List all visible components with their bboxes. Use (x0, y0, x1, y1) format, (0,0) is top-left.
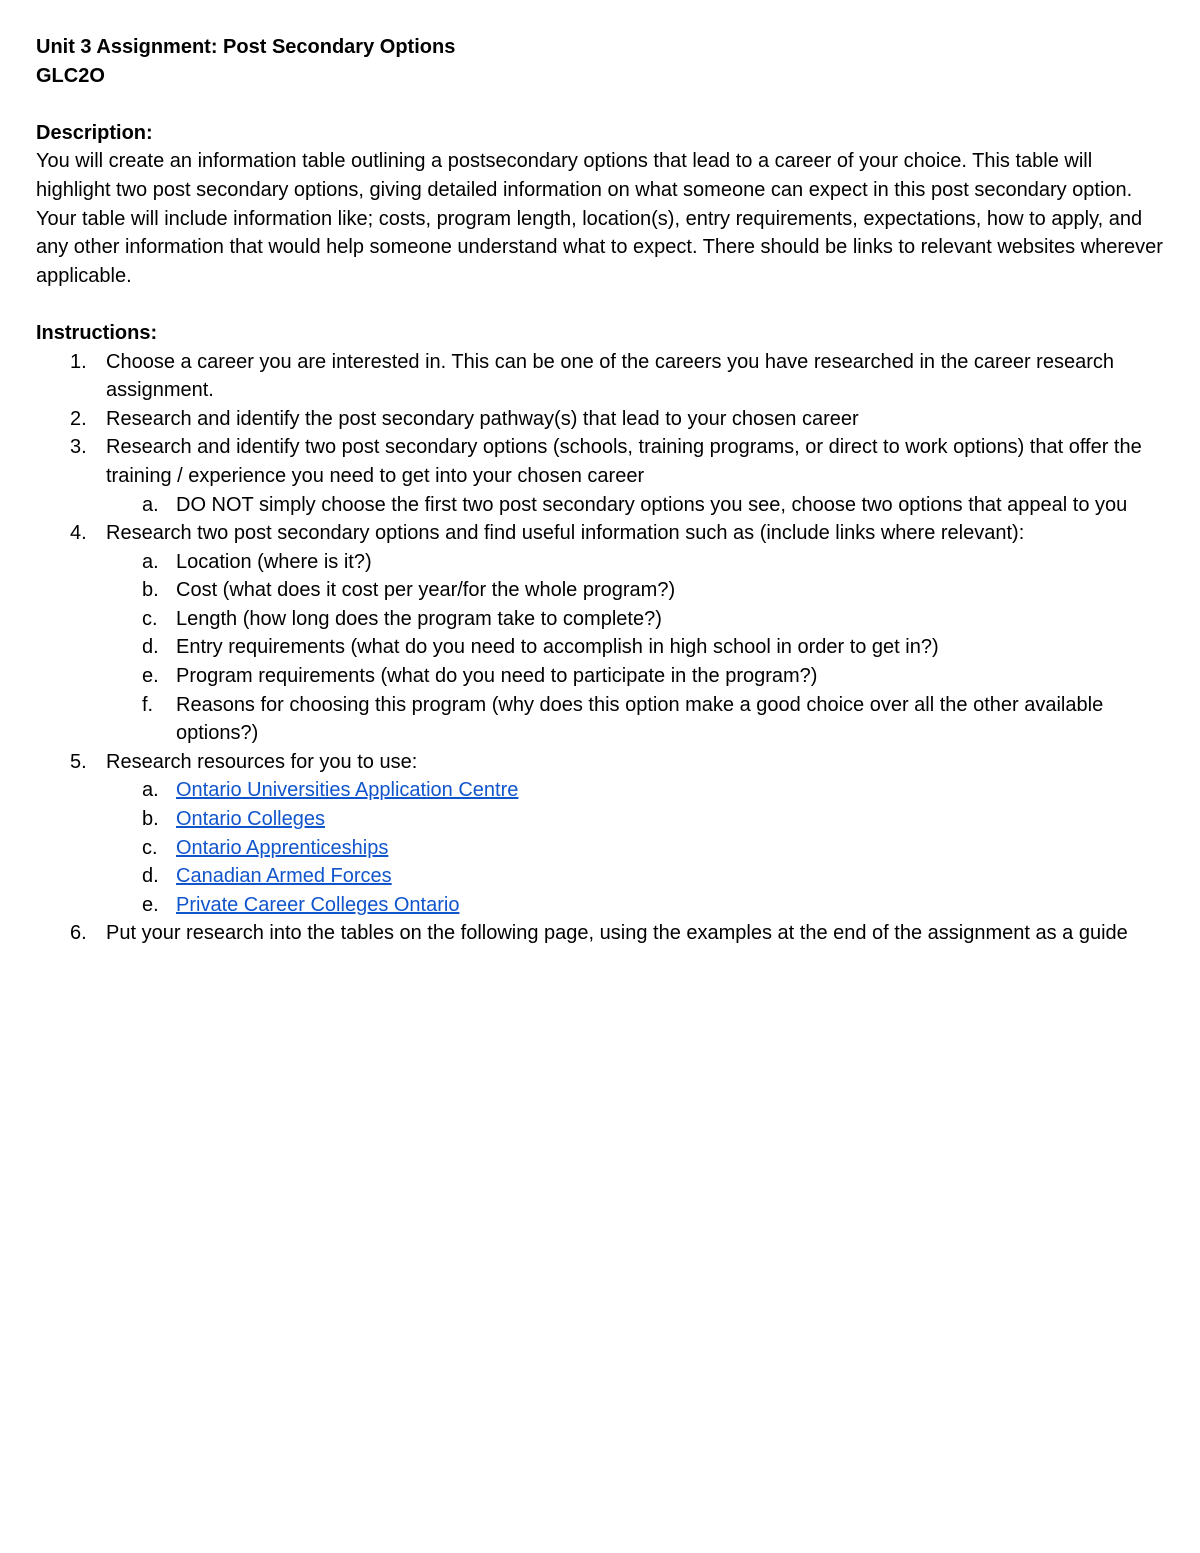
list-letter: d. (142, 865, 159, 888)
sub-item (106, 691, 1166, 748)
instruction-item-3 (36, 433, 1166, 519)
resource-item (106, 862, 1166, 891)
spacer (36, 290, 1166, 319)
resource-item (106, 891, 1166, 920)
instruction-sublist (106, 548, 1166, 748)
sub-item (106, 548, 1166, 577)
list-letter: a. (142, 779, 159, 802)
list-letter: b. (142, 808, 159, 831)
sub-item (106, 633, 1166, 662)
list-letter: b. (142, 579, 159, 602)
instruction-text: Research and identify two post secondary options (schools, training programs, or direct to work options) that offer the training / experience you need to get into your chosen career (106, 436, 1142, 487)
list-number: 6. (70, 922, 87, 945)
list-number: 3. (70, 436, 87, 459)
instructions-list (36, 348, 1166, 948)
list-letter: a. (142, 550, 159, 573)
instruction-text: Choose a career you are interested in. This can be one of the careers you have researched in the career research assignment. (106, 350, 1114, 402)
description-heading: Description: (36, 121, 153, 144)
list-number: 2. (70, 407, 87, 430)
list-number: 1. (70, 350, 87, 373)
sub-item-text: Cost (what does it cost per year/for the whole program?) (176, 579, 676, 602)
ontario-apprenticeships-link[interactable]: Ontario Apprenticeships (176, 836, 389, 859)
instruction-item-6 (36, 919, 1166, 948)
document-title: Unit 3 Assignment: Post Secondary Options (36, 36, 456, 58)
instruction-text: Put your research into the tables on the following page, using the examples at the end of the assignment as a guide (106, 922, 1128, 945)
sub-item-text: Entry requirements (what do you need to accomplish in high school in order to get in?) (176, 636, 939, 659)
list-letter: f. (142, 693, 154, 716)
list-number: 4. (70, 522, 87, 545)
sub-item (106, 662, 1166, 691)
resource-links-list (106, 776, 1166, 919)
sub-item-text: Reasons for choosing this program (why does this option make a good choice over all the other available options?) (176, 693, 1104, 745)
course-code: GLC2O (36, 64, 105, 87)
description-text: You will create an information table outlining a postsecondary options that lead to a career of your choice. This table will highlight two post secondary options, giving detailed information on what someone can expect in this post secondary option. Your table will include information like; costs, program length, location(s), entry requirements, expectations, how to apply, and any other information that would help someone understand what to expect. There should be links to relevant websites wherever applicable. (36, 150, 1163, 287)
sub-item-text: Location (where is it?) (176, 550, 372, 573)
resource-item (106, 776, 1166, 805)
list-letter: e. (142, 893, 159, 916)
list-letter: c. (142, 607, 158, 630)
instruction-text: Research two post secondary options and find useful information such as (include links where relevant): (106, 522, 1025, 545)
canadian-armed-forces-link[interactable]: Canadian Armed Forces (176, 865, 392, 888)
sub-item-text: Length (how long does the program take to complete?) (176, 607, 662, 630)
instruction-item-2 (36, 405, 1166, 434)
instruction-sublist (106, 491, 1166, 520)
resource-item (106, 834, 1166, 863)
list-letter: a. (142, 493, 159, 516)
sub-item-text: Program requirements (what do you need to participate in the program?) (176, 665, 818, 688)
instruction-item-5 (36, 748, 1166, 920)
spacer (36, 90, 1166, 119)
sub-item (106, 491, 1166, 520)
ontario-colleges-link[interactable]: Ontario Colleges (176, 808, 325, 831)
instruction-text: Research resources for you to use: (106, 750, 418, 773)
private-career-colleges-link[interactable]: Private Career Colleges Ontario (176, 893, 460, 916)
instruction-item-1 (36, 348, 1166, 405)
list-number: 5. (70, 750, 87, 773)
list-letter: d. (142, 636, 159, 659)
list-letter: e. (142, 665, 159, 688)
instructions-heading: Instructions: (36, 321, 158, 344)
sub-item (106, 576, 1166, 605)
instruction-item-4 (36, 519, 1166, 748)
document-page (36, 33, 1166, 948)
ouac-link[interactable]: Ontario Universities Application Centre (176, 779, 519, 802)
resource-item (106, 805, 1166, 834)
sub-item-text: DO NOT simply choose the first two post secondary options you see, choose two options that appeal to you (176, 493, 1128, 516)
sub-item (106, 605, 1166, 634)
instruction-text: Research and identify the post secondary pathway(s) that lead to your chosen career (106, 407, 859, 430)
list-letter: c. (142, 836, 158, 859)
